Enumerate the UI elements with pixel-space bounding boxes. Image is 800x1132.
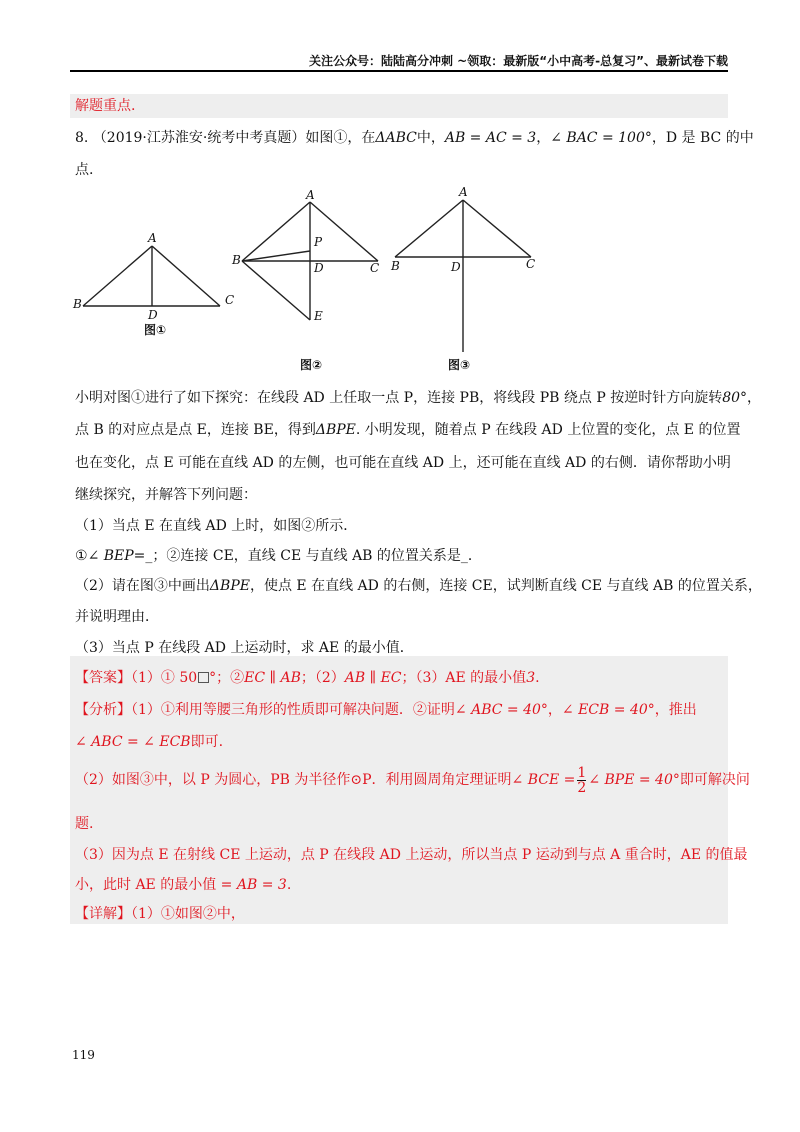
analysis-line: （3）因为点 E 在射线 CE 上运动，点 P 在线段 AD 上运动，所以当点 P 运动到与点 A 重合时，AE 的值最	[75, 847, 748, 863]
fig3-label-a: A	[459, 185, 468, 199]
fig2-label-e: E	[314, 309, 323, 323]
answer-line: 【答案】（1）① 50 °；②EC ∥ AB；（2）AB ∥ EC；（3）AE 的最小值3.	[75, 670, 540, 686]
fig2-label-d: D	[314, 261, 324, 275]
fig2-label-b: B	[232, 253, 241, 267]
question-line: ①∠ BEP=_；②连接 CE，直线 CE 与直线 AB 的位置关系是_．	[75, 548, 482, 564]
question-line: 继续探究，并解答下列问题：	[75, 487, 257, 503]
analysis-line: ∠ ABC = ∠ ECB即可.	[75, 734, 224, 750]
question-line: 也在变化，点 E 可能在直线 AD 的左侧，也可能在直线 AD 上，还可能在直线 AD 的右侧．请你帮助小明	[75, 455, 731, 471]
continuation-band	[70, 94, 728, 118]
question-line: 8. （2019·江苏淮安·统考中考真题）如图①，在ΔABC中，AB = AC = 3，∠ BAC = 100°，D 是 BC 的中	[75, 130, 754, 146]
fig2-caption: 图②	[300, 358, 323, 372]
fig2-label-p: P	[314, 235, 323, 249]
figures	[70, 182, 570, 382]
question-line: 小明对图①进行了如下探究：在线段 AD 上任取一点 P，连接 PB，将线段 PB 绕点 P 按逆时针方向旋转80°，	[75, 390, 762, 406]
fig3-label-c: C	[526, 257, 536, 271]
question-line: 点 B 的对应点是点 E，连接 BE，得到ΔBPE. 小明发现，随着点 P 在线段 AD 上位置的变化，点 E 的位置	[75, 422, 741, 438]
fig3-label-d: D	[451, 260, 461, 274]
fig1-label-b: B	[73, 297, 82, 311]
question-line: 并说明理由．	[75, 609, 159, 625]
fig1-label-d: D	[148, 308, 158, 322]
fraction-half: $\frac{1}{2}$	[577, 764, 587, 796]
fig1-caption: 图①	[144, 323, 167, 337]
continuation-text: 解题重点.	[75, 98, 136, 114]
placeholder-box-icon	[198, 672, 209, 683]
fig2-label-a: A	[306, 188, 315, 202]
analysis-line: 小，此时 AE 的最小值 = AB = 3.	[75, 877, 292, 893]
question-line: （2）请在图③中画出ΔBPE，使点 E 在直线 AD 的右侧，连接 CE，试判断直线 CE 与直线 AB 的位置关系，	[75, 578, 762, 594]
header-rule	[70, 70, 728, 72]
analysis-line: 【分析】（1）①利用等腰三角形的性质即可解决问题．②证明∠ ABC = 40°，∠ ECB = 40°，推出	[75, 702, 697, 718]
analysis-line: 题.	[75, 816, 94, 832]
fig2-label-c: C	[370, 261, 380, 275]
detail-line: 【详解】（1）①如图②中，	[75, 906, 245, 922]
fig3-label-b: B	[391, 259, 400, 273]
analysis-line: （2）如图③中，以 P 为圆心，PB 为半径作⊙P．利用圆周角定理证明∠ BCE = $\frac{1}{2}$ ∠ BPE = 40°即可解决问	[75, 764, 750, 796]
fig1-label-c: C	[225, 293, 235, 307]
question-line: （1）当点 E 在直线 AD 上时，如图②所示．	[75, 518, 358, 534]
question-line: 点.	[75, 162, 94, 178]
page-header: 关注公众号：陆陆高分冲刺 ~领取：最新版“小中高考-总复习”、最新试卷下载	[309, 54, 728, 68]
fig1-label-a: A	[148, 231, 157, 245]
page-number: 119	[72, 1048, 95, 1062]
fig3-caption: 图③	[448, 358, 471, 372]
question-line: （3）当点 P 在线段 AD 上运动时，求 AE 的最小值．	[75, 640, 414, 656]
geometry-figures	[70, 182, 570, 382]
